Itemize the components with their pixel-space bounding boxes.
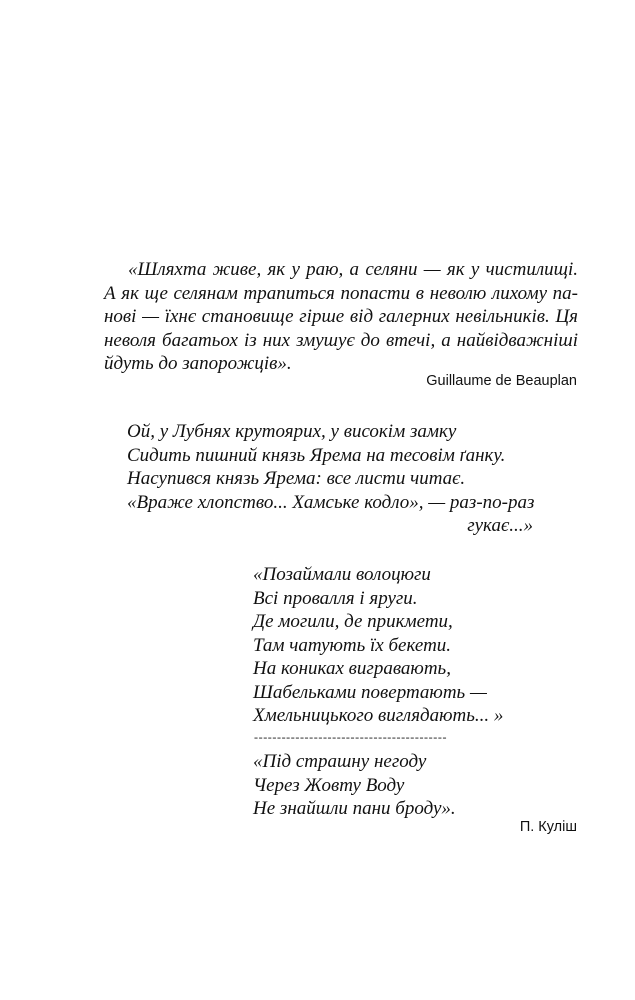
verse-line: «Позаймали волоцюги bbox=[253, 564, 431, 585]
epigraph-attribution: Guillaume de Beauplan bbox=[426, 373, 577, 389]
prose-line: нові — їхнє становище гірше від галерних невільників. Ця bbox=[104, 306, 578, 327]
prose-line: «Шляхта живе, як у раю, а селяни — як у чистилищі. bbox=[128, 259, 578, 280]
verse-line: Не знайшли пани броду». bbox=[253, 798, 456, 819]
poem-attribution: П. Куліш bbox=[519, 819, 577, 835]
verse-line: Де могили, де прикмети, bbox=[253, 611, 453, 632]
verse-line: Шабельками повертають — bbox=[253, 681, 487, 703]
verse-line: «Під страшну негоду bbox=[253, 751, 427, 772]
verse-line: «Враже хлопство... Хамське кодло», — раз-по-раз bbox=[127, 491, 535, 513]
verse-line: Ой, у Лубнях крутоярих, у високім замку bbox=[127, 421, 457, 442]
prose-epigraph bbox=[104, 258, 578, 376]
verse-line: Хмельницького виглядають... » bbox=[253, 705, 504, 726]
dashed-separator: ------------------------------------------ bbox=[254, 730, 448, 744]
prose-line: неволя багатьох із них змушує до втечі, а найвідважніші bbox=[104, 329, 578, 351]
verse-line: На кониках вигравають, bbox=[253, 658, 451, 679]
verse-line: Всі провалля і яруги. bbox=[253, 587, 418, 609]
verse-line: Сидить пишний князь Ярема на тесовім ґанку. bbox=[127, 444, 506, 466]
poem-stanza-volotsiuhy bbox=[253, 563, 553, 728]
poem-stanza-zhovta-voda bbox=[253, 750, 553, 821]
poem-stanza-lubni bbox=[127, 420, 537, 538]
verse-line: Насупився князь Ярема: все листи читає. bbox=[127, 468, 466, 489]
verse-line: Там чатують їх бекети. bbox=[253, 634, 452, 656]
prose-line: йдуть до запорожців». bbox=[104, 353, 292, 374]
verse-line: Через Жовту Воду bbox=[253, 774, 405, 796]
verse-line: гукає...» bbox=[467, 515, 533, 536]
prose-line: А як ще селянам трапиться попасти в неволю лихому па- bbox=[104, 282, 578, 304]
